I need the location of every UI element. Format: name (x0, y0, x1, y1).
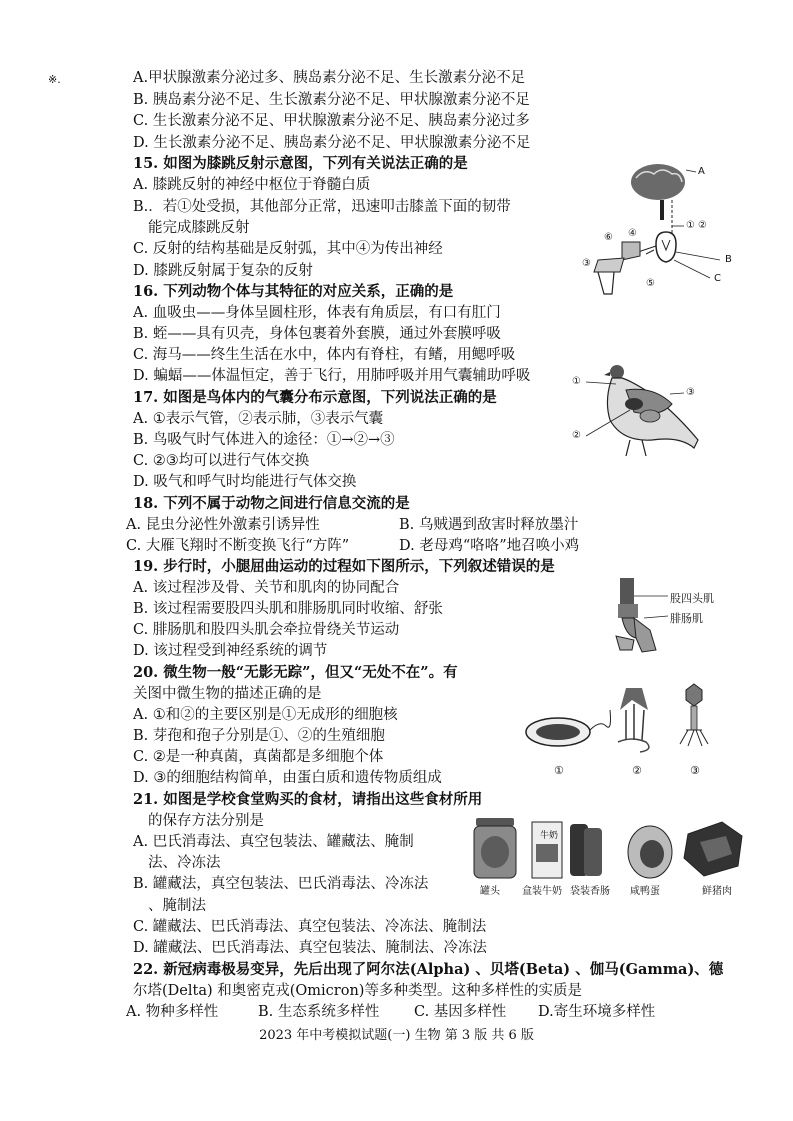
jar-lid (476, 818, 514, 826)
figure-label-3: ③ (582, 258, 591, 269)
knee-reflex-figure (580, 160, 740, 300)
q15-option-a: A. 膝跳反射的神经中枢位于脊髓白质 (133, 177, 371, 193)
q20-option-a: A. ①和②的主要区别是①无成形的细胞核 (133, 707, 398, 723)
figure-label-2: ② (698, 220, 707, 231)
q17-option-c: C. ②③均可以进行气体交换 (133, 453, 310, 469)
q19-option-d: D. 该过程受到神经系统的调节 (133, 643, 328, 659)
q17-option-a: A. ①表示气管，②表示肺，③表示气囊 (133, 411, 384, 427)
q18-option-b: B. 乌贼遇到敌害时释放墨汁 (399, 517, 579, 533)
q20-stem-cont: 关图中微生物的描述正确的是 (133, 686, 322, 702)
microbe-label-2: ② (632, 764, 642, 777)
q16-option-c: C. 海马——终生生活在水中，体内有脊柱，有鳍，用鳃呼吸 (133, 347, 516, 363)
q15-stem: 15. 如图为膝跳反射示意图，下列有关说法正确的是 (133, 155, 468, 172)
bird-label-3: ③ (686, 387, 695, 398)
q22-stem: 22. 新冠病毒极易变异，先后出现了阿尔法(Alpha) 、贝塔(Beta) 、伽马(Gamma)、德 (133, 961, 724, 978)
q14-option-c: C. 生长激素分泌不足、甲状腺激素分泌不足、胰岛素分泌过多 (133, 113, 530, 129)
leg-muscle-figure (610, 578, 740, 658)
q17-stem: 17. 如图是鸟体内的气囊分布示意图，下列说法正确的是 (133, 389, 497, 406)
q16-option-b: B. 蛭——具有贝壳，身体包裹着外套膜，通过外套膜呼吸 (133, 326, 501, 342)
q22-option-d: D.寄生环境多样性 (538, 1004, 656, 1020)
q21-stem-cont: 的保存方法分别是 (148, 813, 264, 829)
q21-option-a: A. 巴氏消毒法、真空包装法、罐藏法、腌制 (133, 834, 414, 850)
food-label-milk: 盒装牛奶 (522, 886, 562, 897)
page-marker: ※. (48, 73, 61, 86)
bird-illustration (570, 360, 720, 460)
figure-label-4: ④ (628, 228, 637, 239)
microbe-label-1: ① (554, 764, 564, 777)
food-items-figure (470, 814, 760, 898)
figure-label-1: ① (686, 220, 695, 231)
q19-option-b: B. 该过程需要股四头肌和腓肠肌同时收缩、舒张 (133, 601, 443, 617)
q19-option-c: C. 腓肠肌和股四头肌会牵拉骨绕关节运动 (133, 622, 400, 638)
food-label-egg: 咸鸭蛋 (630, 886, 660, 897)
q17-option-d: D. 吸气和呼气时均能进行气体交换 (133, 474, 357, 490)
q15-option-d: D. 膝跳反射属于复杂的反射 (133, 263, 313, 279)
q19-option-a: A. 该过程涉及骨、关节和肌肉的协同配合 (133, 580, 400, 596)
q16-option-d: D. 蝙蝠——体温恒定，善于飞行，用肺呼吸并用气囊辅助呼吸 (133, 368, 531, 384)
figure-label-5: ⑤ (646, 278, 655, 289)
muscle-label-quadriceps: 股四头肌 (670, 592, 714, 605)
bird-label-1: ① (572, 376, 581, 387)
sausage-pack-2 (584, 828, 602, 876)
q21-option-c: C. 罐藏法、巴氏消毒法、真空包装法、冷冻法、腌制法 (133, 919, 487, 935)
q17-option-b: B. 鸟吸气时气体进入的途径：①→②→③ (133, 432, 395, 448)
figure-label-c: C (714, 273, 721, 284)
q20-option-b: B. 芽孢和孢子分别是①、②的生殖细胞 (133, 728, 385, 744)
page-footer: 2023 年中考模拟试题(一) 生物 第 3 版 共 6 版 (259, 1028, 534, 1043)
q18-option-a: A. 昆虫分泌性外激素引诱异性 (126, 517, 320, 533)
q22-option-c: C. 基因多样性 (414, 1004, 507, 1020)
q14-option-d: D. 生长激素分泌不足、胰岛素分泌不足、甲状腺激素分泌不足 (133, 135, 531, 151)
food-label-can: 罐头 (480, 886, 500, 897)
q18-stem: 18. 下列不属于动物之间进行信息交流的是 (133, 495, 410, 512)
q15-option-c: C. 反射的结构基础是反射弧，其中④为传出神经 (133, 241, 443, 257)
q22-option-a: A. 物种多样性 (126, 1004, 219, 1020)
figure-label-b: B (725, 254, 732, 265)
jar-contents (481, 836, 509, 868)
figure-label-a: A (698, 166, 705, 177)
q22-stem-cont: 尔塔(Delta) 和奥密克戎(Omicron)等多种类型。这种多样性的实质是 (133, 983, 582, 999)
q14-option-a: A.甲状腺激素分泌过多、胰岛素分泌不足、生长激素分泌不足 (133, 70, 526, 86)
bird-air-sac-figure (570, 360, 720, 460)
q20-stem: 20. 微生物一般“无影无踪”，但又“无处不在”。有 (133, 664, 458, 681)
milk-carton-text: 牛奶 (540, 831, 559, 841)
bird-label-2: ② (572, 430, 581, 441)
q18-option-d: D. 老母鸡“咯咯”地召唤小鸡 (399, 538, 580, 554)
q21-option-d: D. 罐藏法、巴氏消毒法、真空包装法、腌制法、冷冻法 (133, 940, 487, 956)
figure-label-6: ⑥ (604, 232, 613, 243)
muscle-label-gastrocnemius: 腓肠肌 (670, 612, 703, 625)
q15-option-b-cont: 能完成膝跳反射 (148, 220, 250, 236)
microbe-label-3: ③ (690, 764, 700, 777)
food-label-sausage: 袋装香肠 (570, 886, 610, 897)
q20-option-d: D. ③的细胞结构简单，由蛋白质和遗传物质组成 (133, 770, 442, 786)
q21-option-b-cont: 、腌制法 (148, 898, 206, 914)
q22-option-b: B. 生态系统多样性 (258, 1004, 380, 1020)
q21-option-a-cont: 法、冷冻法 (148, 855, 221, 871)
q20-option-c: C. ②是一种真菌，真菌都是多细胞个体 (133, 749, 384, 765)
q15-option-b: B.．若①处受损，其他部分正常，迅速叩击膝盖下面的韧带 (133, 199, 511, 215)
q14-option-b: B. 胰岛素分泌不足、生长激素分泌不足、甲状腺激素分泌不足 (133, 92, 530, 108)
q21-option-b: B. 罐藏法，真空包装法、巴氏消毒法、冷冻法 (133, 876, 429, 892)
milk-carton-panel (536, 844, 558, 862)
food-label-pork: 鲜猪肉 (702, 886, 732, 897)
q21-stem: 21. 如图是学校食堂购买的食材，请指出这些食材所用 (133, 791, 483, 808)
salted-egg-yolk (640, 840, 664, 868)
q19-stem: 19. 步行时，小腿屈曲运动的过程如下图所示，下列叙述错误的是 (133, 558, 555, 575)
q16-stem: 16. 下列动物个体与其特征的对应关系，正确的是 (133, 283, 454, 300)
microbes-figure (522, 680, 722, 780)
q18-option-c: C. 大雁飞翔时不断变换飞行“方阵” (126, 538, 350, 554)
q16-option-a: A. 血吸虫——身体呈圆柱形，体表有角质层，有口有肛门 (133, 305, 501, 321)
